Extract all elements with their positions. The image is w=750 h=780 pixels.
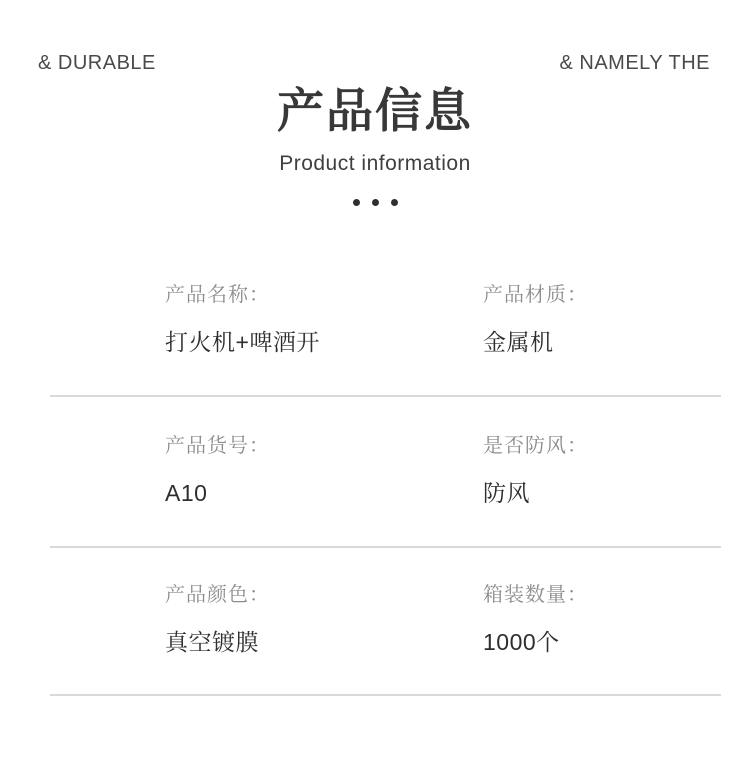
spec-cell-product-material <box>483 283 588 357</box>
spec-row-1 <box>0 283 750 383</box>
spec-label: 产品颜色： <box>165 584 270 606</box>
dot-icon <box>372 199 379 206</box>
spec-cell-box-quantity <box>483 583 588 657</box>
spec-cell-windproof <box>483 434 588 508</box>
page-subtitle: Product information <box>279 152 471 175</box>
spec-cell-product-name <box>165 283 320 357</box>
dot-icon <box>353 199 360 206</box>
spec-label: 箱装数量： <box>483 584 588 606</box>
spec-value: A10 <box>165 480 208 506</box>
spec-label: 产品货号： <box>165 435 270 457</box>
tagline-right: & NAMELY THE <box>559 52 710 74</box>
spec-label: 产品名称： <box>165 284 270 306</box>
page-title: 产品信息 <box>277 84 473 139</box>
spec-value: 防风 <box>483 480 530 506</box>
divider <box>50 546 721 548</box>
spec-row-2 <box>0 434 750 534</box>
spec-cell-product-number <box>165 434 270 508</box>
spec-value: 打火机+啤酒开 <box>165 329 320 355</box>
spec-value: 金属机 <box>483 329 554 355</box>
three-dots-icon <box>0 199 750 206</box>
divider <box>50 395 721 397</box>
spec-label: 是否防风： <box>483 435 588 457</box>
dot-icon <box>391 199 398 206</box>
tagline-left: & DURABLE <box>38 52 156 74</box>
spec-value: 真空镀膜 <box>165 629 259 655</box>
divider <box>50 694 721 696</box>
spec-row-3 <box>0 583 750 683</box>
spec-value: 1000个 <box>483 629 560 655</box>
spec-cell-product-color <box>165 583 270 657</box>
spec-label: 产品材质： <box>483 284 588 306</box>
